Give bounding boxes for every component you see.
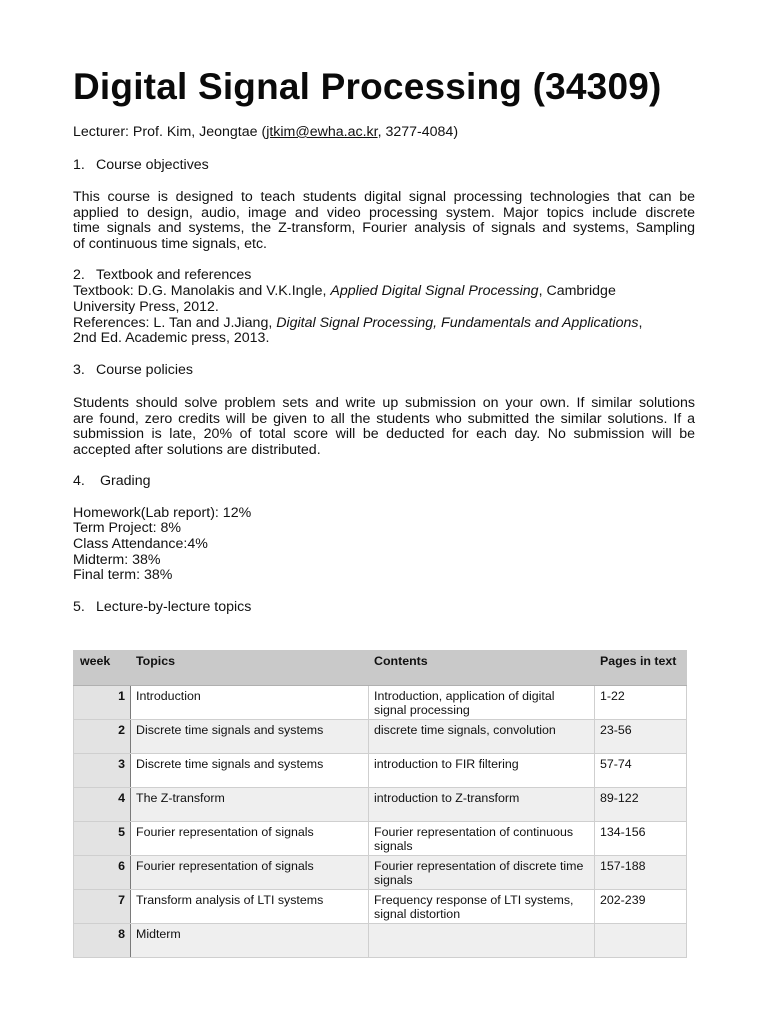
cell-topic: Fourier representation of signals — [131, 822, 369, 856]
references-citation: References: L. Tan and J.Jiang, Digital Signal Processing, Fundamentals and Applications, — [73, 315, 643, 331]
cell-week: 7 — [74, 890, 131, 924]
cell-pages: 134-156 — [595, 822, 687, 856]
policies-paragraph: Students should solve problem sets and write up submission on your own. If similar solutions are found, zero credits will be given to all the students who submitted the similar solutions. If a submission is late, 20% of total score will be deducted for each day. No submission will be accepted after solutions are distributed. — [73, 395, 695, 458]
cell-week: 5 — [74, 822, 131, 856]
cell-contents: discrete time signals, convolution — [369, 720, 595, 754]
cell-week: 4 — [74, 788, 131, 822]
cell-topic: The Z-transform — [131, 788, 369, 822]
cell-topic: Fourier representation of signals — [131, 856, 369, 890]
cell-topic: Transform analysis of LTI systems — [131, 890, 369, 924]
textbook-title: Applied Digital Signal Processing — [330, 283, 539, 299]
section-heading-objectives: 1. Course objectives — [73, 157, 209, 173]
table-header-row — [74, 651, 687, 686]
cell-week: 6 — [74, 856, 131, 890]
cell-contents: Fourier representation of discrete time signals — [369, 856, 595, 890]
cell-topic: Discrete time signals and systems — [131, 754, 369, 788]
cell-pages: 157-188 — [595, 856, 687, 890]
grading-item: Final term: 38% — [73, 567, 173, 583]
cell-topic: Introduction — [131, 686, 369, 720]
cell-contents: introduction to FIR filtering — [369, 754, 595, 788]
section-heading-textbook: 2. Textbook and references — [73, 267, 252, 283]
table-row — [74, 720, 687, 754]
cell-contents: Fourier representation of continuous signals — [369, 822, 595, 856]
cell-topic: Discrete time signals and systems — [131, 720, 369, 754]
cell-contents: introduction to Z-transform — [369, 788, 595, 822]
table-row — [74, 822, 687, 856]
cell-pages: 57-74 — [595, 754, 687, 788]
table-row — [74, 686, 687, 720]
cell-pages — [595, 924, 687, 958]
section-heading-policies: 3. Course policies — [73, 362, 193, 378]
header-week: week — [74, 651, 131, 686]
section-heading-grading: 4. Grading — [73, 473, 151, 489]
grading-item: Midterm: 38% — [73, 552, 161, 568]
references-citation-line2: 2nd Ed. Academic press, 2013. — [73, 330, 270, 346]
table-row — [74, 856, 687, 890]
cell-contents: Introduction, application of digital signal processing — [369, 686, 595, 720]
table-row — [74, 788, 687, 822]
cell-pages: 89-122 — [595, 788, 687, 822]
table-row — [74, 890, 687, 924]
section-heading-topics: 5. Lecture-by-lecture topics — [73, 599, 252, 615]
grading-item: Term Project: 8% — [73, 520, 182, 536]
cell-contents: Frequency response of LTI systems, signal distortion — [369, 890, 595, 924]
cell-pages: 202-239 — [595, 890, 687, 924]
cell-contents — [369, 924, 595, 958]
lecturer-email-link[interactable]: jtkim@ewha.ac.kr — [266, 124, 378, 140]
cell-week: 3 — [74, 754, 131, 788]
cell-topic: Midterm — [131, 924, 369, 958]
header-pages: Pages in text — [595, 651, 687, 686]
lecturer-line — [73, 125, 458, 141]
references-title: Digital Signal Processing, Fundamentals and Applications — [276, 315, 639, 331]
lecturer-prefix: Lecturer: Prof. Kim, Jeongtae ( — [73, 124, 267, 140]
header-contents: Contents — [369, 651, 595, 686]
grading-item: Class Attendance:4% — [73, 536, 208, 552]
cell-week: 2 — [74, 720, 131, 754]
table-row — [74, 924, 687, 958]
lecture-topics-table — [73, 650, 687, 958]
cell-week: 8 — [74, 924, 131, 958]
header-topics: Topics — [131, 651, 369, 686]
cell-pages: 1-22 — [595, 686, 687, 720]
page-title: Digital Signal Processing (34309) — [73, 66, 662, 107]
objectives-paragraph: This course is designed to teach students digital signal processing technologies that can be applied to design, audio, image and video processing system. Major topics include discrete time signals and systems, the Z-transform, Fourier analysis of signals and systems, Sampling of continuous time signals, etc. — [73, 189, 695, 252]
lecturer-suffix: , 3277-4084) — [377, 124, 459, 140]
grading-item: Homework(Lab report): 12% — [73, 505, 252, 521]
textbook-citation-line2: University Press, 2012. — [73, 299, 219, 315]
cell-pages: 23-56 — [595, 720, 687, 754]
textbook-citation: Textbook: D.G. Manolakis and V.K.Ingle, Applied Digital Signal Processing, Cambridge — [73, 283, 616, 299]
table-row — [74, 754, 687, 788]
cell-week: 1 — [74, 686, 131, 720]
